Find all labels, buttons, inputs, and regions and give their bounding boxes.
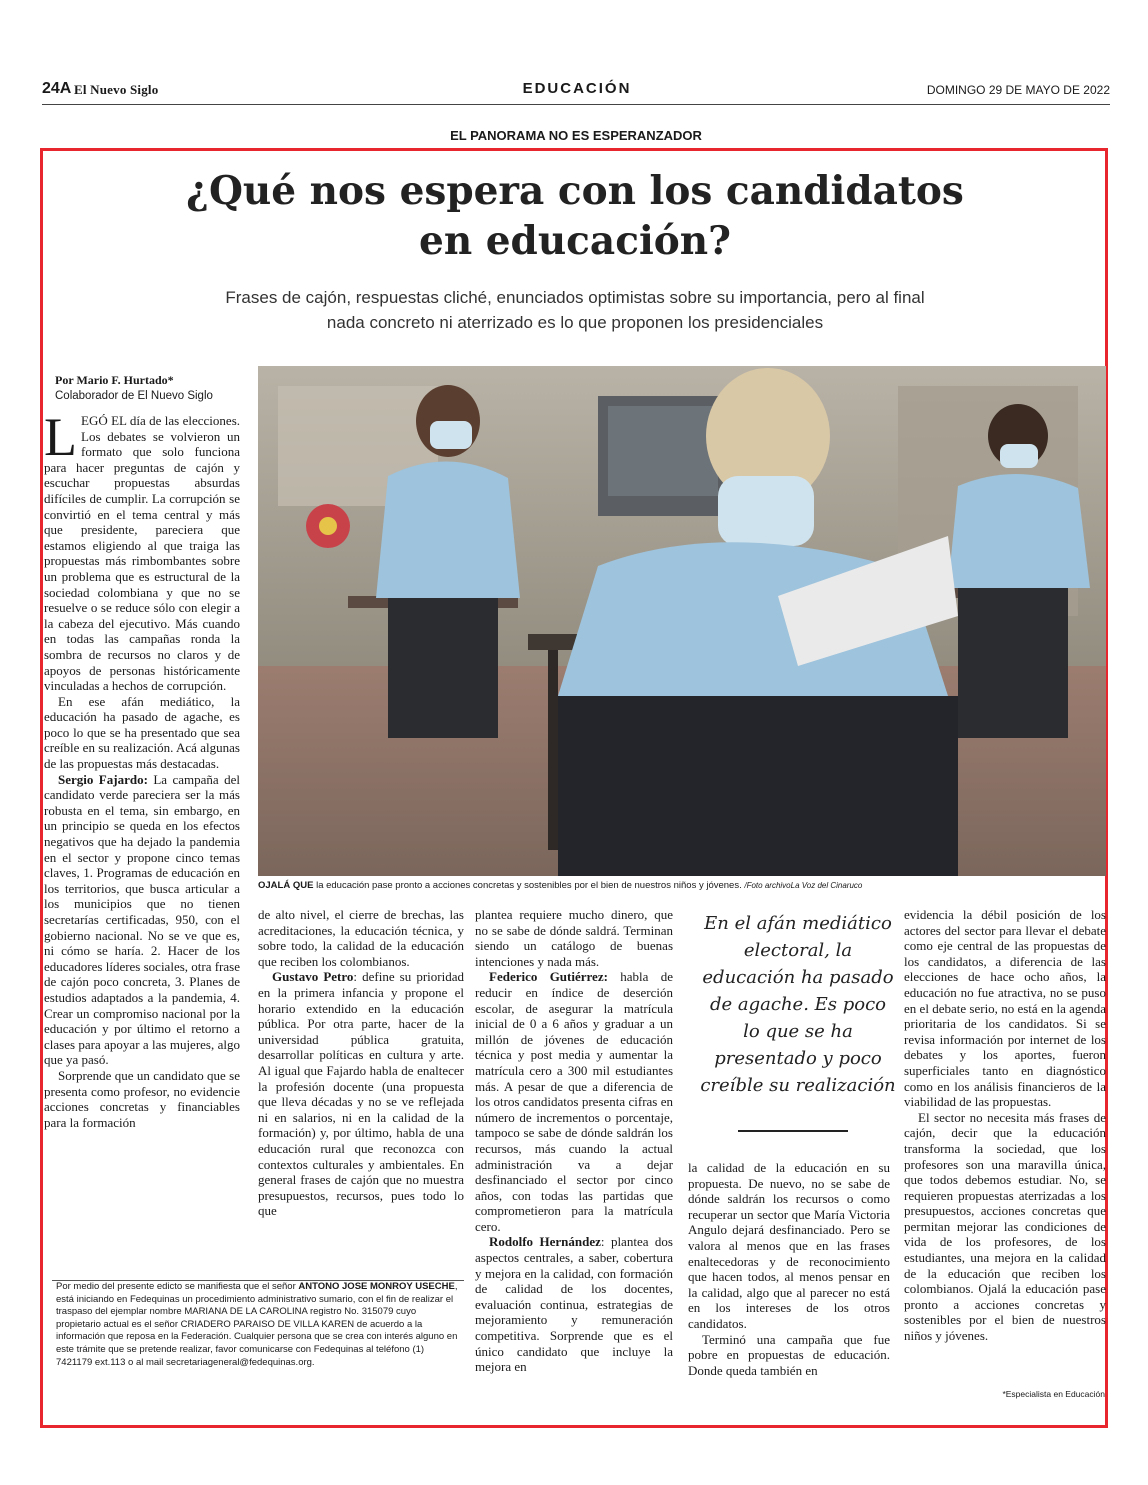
candidate-name: Sergio Fajardo:	[58, 771, 148, 787]
edict-text: , está iniciando en Fedequinas un procedimiento administrativo sumario, con el fin de realizar el traspaso del ejemplar nombre MARIANA DE LA CAROLINA registro No. 315079 cuyo propietario actual es el señor CRIADERO PARAISO DE VILLA KAREN de acuerdo a la información que reposa en la Federación. Cualquier persona que se crea con interés alguno en este trámite que se pretende realizar, favor comunicarse con Fedequinas al teléfono (1) 7421179 ext.113 o al mail secretariageneral@fedequinas.org.	[56, 1281, 458, 1368]
author-footnote: *Especialista en Educación	[1002, 1389, 1105, 1399]
paragraph: la calidad de la educación en su propuesta. De nuevo, no se sabe de dónde saldrán los recursos o como recuperar un sector que María Victoria Angulo dejará desfinanciado. Pero se valora al menos que en las frases enaltecedoras y de reconocimiento que hacen todos, al menos pensar en la calidad, algo que al parecer no está en los intereses de los otros candidatos.	[688, 1160, 890, 1331]
deck-line-1: Frases de cajón, respuestas cliché, enunciados optimistas sobre su importancia, pero al final	[225, 288, 925, 307]
header-rule	[42, 104, 1110, 105]
paragraph: : plantea dos aspectos centrales, a saber, cobertura y mejora en la calidad, con formación de calidad de los docentes, evaluación continua, estrategias de mejoramiento y remuneración competitiva. Sorprende que es el único candidato que incluye la mejora en	[475, 1234, 673, 1375]
issue-date: DOMINGO 29 DE MAYO DE 2022	[926, 83, 1110, 97]
edict-name: ANTONO JOSE MONROY USECHE	[298, 1281, 455, 1292]
byline	[55, 372, 255, 404]
author-role: Colaborador de El Nuevo Siglo	[55, 390, 213, 402]
drop-cap: L	[44, 407, 77, 467]
paragraph: Sorprende que un candidato que se presenta como profesor, no evidencie acciones concretas y financiables para la formación	[44, 1067, 240, 1130]
classroom-photo-illustration	[258, 366, 1106, 876]
page-number: 24A	[42, 80, 72, 97]
deck-line-2: nada concreto ni aterrizado es lo que proponen los presidenciales	[326, 313, 824, 332]
author-name: Por Mario F. Hurtado*	[55, 373, 174, 387]
candidate-name: Rodolfo Hernández	[489, 1234, 601, 1250]
article-column-2	[258, 907, 464, 1219]
paragraph: La campaña del candidato verde pareciera ser la más robusta en el tema, sin embargo, en un principio se queda en los efectos negativos que ha dejado la pandemia en el sector y propone cinco temas claves, 1. Programas de educación en los territorios, que busca articular a los municipios que no tienen secretarías certificadas, 950, con el gobierno nacional. No se ve que es, ni cómo se haría. 2. Hacer de los educadores líderes sociales, otra frase de cajón poco concreta, 3. Planes de estudios adaptados a la pandemia, 4. Crear un compromiso nacional por la educación y por último el retorno a clases para apoyar a las mujeres, algo que ya pasó.	[44, 771, 240, 1068]
article-column-4	[688, 1160, 890, 1378]
paragraph: habla de reducir en índice de deserción escolar, de asegurar la matrícula inicial de 0 a 6 años y graduar a un millón de jóvenes de educación técnica y post media y aumentar la matrícula cero a 300 mil estudiantes más. A pesar de que a diferencia de los otros candidatos presenta cifras en número de incrementos o porcentaje, tampoco se sabe de dónde saldrán los recursos, más cuando la actual administración va a dejar desfinanciado el sector por cinco años, con todas las partidas que comprometieron para la matrícula cero.	[475, 969, 673, 1234]
paragraph: de alto nivel, el cierre de brechas, las acreditaciones, la educación técnica, y sobre todo, la calidad de la educación que reciben los colombianos.	[258, 907, 464, 969]
article-column-1	[44, 407, 240, 1130]
candidate-name: Federico Gutiérrez:	[489, 969, 608, 985]
edict-text: Por medio del presente edicto se manifiesta que el señor	[56, 1281, 299, 1292]
title-line-2: en educación?	[419, 218, 731, 264]
caption-lead: OJALÁ QUE	[258, 880, 314, 891]
article-title	[60, 166, 1090, 266]
classroom-photo	[258, 366, 1106, 876]
paragraph: evidencia la débil posición de los actores del sector para llevar el debate como eje central de las propuestas de los candidatos, a diferencia de las elecciones de hace ocho años, la educación no fue atractiva, no se puso en el debate serio, no está en la agenda prioritaria de los candidatos. Si se revisa información por internet de los debates y los aportes, fueron superficiales tanto en diagnóstico como en los análisis financieros de la viabilidad de las propuestas.	[904, 907, 1106, 1110]
paragraph: plantea requiere mucho dinero, que no se sabe de dónde saldrá. Terminan siendo un catálogo de buenas intenciones y nada más.	[475, 907, 673, 969]
candidate-name: Gustavo Petro	[272, 969, 354, 985]
title-line-1: ¿Qué nos espera con los candidatos	[186, 168, 964, 214]
article-column-3	[475, 907, 673, 1375]
paragraph: EGÓ EL día de las elecciones. Los debates se volvieron un formato que solo funciona para hacer preguntas de cajón y escuchar propuestas absurdas difíciles de cumplir. La corrupción se convirtió en el tema central y más que presidente, pareciera que estamos eligiendo al que traiga las propuestas más rimbombantes sobre un problema que es estructural de la sociedad colombiana y que no se resuelve o se reduce sólo con elegir a la cabeza del ejecutivo. Más cuando en todas las campañas ronda la sombra de recursos no claros y de apoyos de personas históricamente vinculadas a hechos de corrupción.	[44, 413, 240, 694]
section-name: EDUCACIÓN	[522, 80, 632, 97]
pull-quote-rule	[738, 1130, 848, 1132]
photo-credit: /Foto archivoLa Voz del Cinaruco	[744, 881, 863, 890]
article-kicker: EL PANORAMA NO ES ESPERANZADOR	[450, 128, 702, 143]
article-column-5	[904, 907, 1106, 1344]
paragraph: El sector no necesita más frases de cajón, decir que la educación transforma la sociedad, que los profesores son una maravilla única, que todos debemos estudiar. No, se requieren propuestas aterrizadas a los presupuestos, acciones concretas que permitan mejorar las condiciones de vida de los profesores, de los estudiantes, una mejora en la calidad de la educación que reciben los colombianos. Ojalá la educación pase pronto a acciones concretas y sostenibles por el bien de nuestros niños y jóvenes.	[904, 1109, 1106, 1344]
photo-caption	[258, 880, 1106, 891]
paragraph: Terminó una campaña que fue pobre en propuestas de educación. Donde queda también en	[688, 1331, 890, 1378]
page-header	[42, 80, 1110, 102]
pull-quote: En el afán mediático electoral, la educación ha pasado de agache. Es poco lo que se ha presentado y poco creíble su realización	[700, 913, 896, 1096]
newspaper-name: El Nuevo Siglo	[74, 82, 159, 97]
legal-edict-notice	[52, 1280, 464, 1393]
caption-text: la educación pase pronto a acciones concretas y sostenibles por el bien de nuestros niños y jóvenes.	[313, 880, 742, 891]
paragraph: En ese afán mediático, la educación ha pasado de agache, es poco lo que se ha presentado que sea creíble en su realización. Acá algunas de las propuestas más destacadas.	[44, 693, 240, 772]
paragraph: : define su prioridad en la primera infancia y propone el horario extendido en la educación pública. Por otra parte, hacer de la universidad pública gratuita, desarrollar políticas en cultura y arte. Al igual que Fajardo habla de enaltecer la profesión docente (una propuesta que lleva décadas y no se ve reflejada ni en salarios, ni en la calidad de la formación) y, por último, habla de una educación rural que reconozca con contextos culturales y ambientales. En general frases de cajón que no muestra presupuestos, recursos, pues todo lo que	[258, 969, 464, 1219]
article-deck	[120, 285, 1030, 335]
